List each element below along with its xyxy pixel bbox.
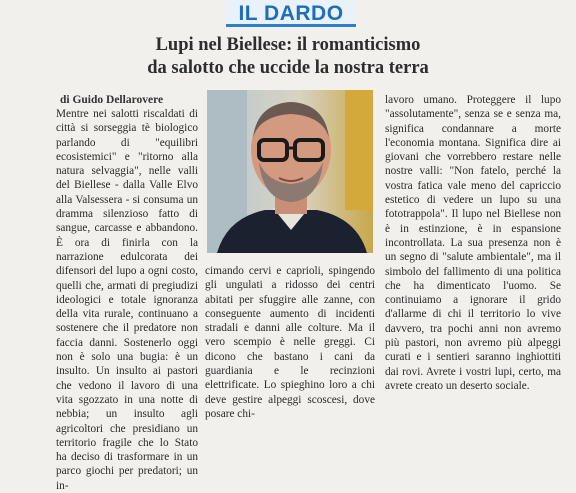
article-column-1	[56, 107, 198, 493]
headline-line-1: Lupi nel Biellese: il romanticismo	[155, 35, 421, 55]
masthead-title: IL DARDO	[238, 2, 344, 25]
author-photo	[207, 90, 373, 253]
article-column-2	[205, 264, 375, 421]
article-headline	[0, 34, 576, 80]
article-column-3	[385, 93, 561, 393]
byline: di Guido Dellarovere	[60, 94, 164, 106]
portrait-photo-icon	[207, 90, 373, 253]
headline-line-2: da salotto che uccide la nostra terra	[147, 58, 429, 78]
column-2-text: cimando cervi e caprioli, spingendo gli ungulati a ridosso dei centri abitati per sfuggire alle zanne, con conseguente aumento di incidenti stradali e danni alle colture. Ma il vero scempio è nelle greggi. Ci dicono che bastano i cani da guardiania e le recinzioni elettrificate. Lo spieghino loro a chi deve gestire alpeggi scoscesi, dove posare chi-	[205, 265, 375, 420]
column-3-text: lavoro umano. Proteggere il lupo "assolutamente", senza se e senza ma, significa condannare a morte l'economia montana. Significa dire ai giovani che vorrebbero restare nelle nostre valli: "Non fatelo, perché la vostra fatica vale meno del capriccio estetico di vedere un lupo su una fototrappola". Il lupo nel Biellese non è in estinzione, è in espansione incontrollata. La sua presenza non è un segno di "salute ambientale", ma il simbolo del fallimento di una politica che ha dimenticato l'uomo. Se continuiamo a ignorare il grido d'allarme di chi il territorio lo vive davvero, tra pochi anni non avremo più pastori, non avremo più alpeggi curati e i sentieri saranno inghiottiti dai rovi. Avrete i vostri lupi, certo, ma avrete creato un deserto sociale.	[385, 94, 561, 392]
masthead-box	[226, 0, 356, 27]
column-1-text: Mentre nei salotti riscaldati di città si sorseggia tè biologico parlando di "equilibri ecosistemici" e "ritorno alla natura selvaggia", nelle valli del Biellese - dalla Valle Elvo alla Valsessera - si consuma un dramma silenzioso fatto di sangue, carcasse e abbandono. È ora di finirla con la narrazione edulcorata dei difensori del lupo a ogni costo, quelli che, armati di pregiudizi ideologici e totale ignoranza della vita rurale, continuano a sostenere che il predatore non faccia danni. Sostenerlo oggi non è solo una bugia: è un insulto. Un insulto ai pastori che vedono il lavoro di una vita sgozzato in una notte di nebbia; un insulto agli agricoltori che presidiano un territorio fragile che lo Stato ha deciso di trasformare in un parco giochi per predatori; un in-	[56, 108, 198, 492]
masthead	[0, 0, 576, 30]
